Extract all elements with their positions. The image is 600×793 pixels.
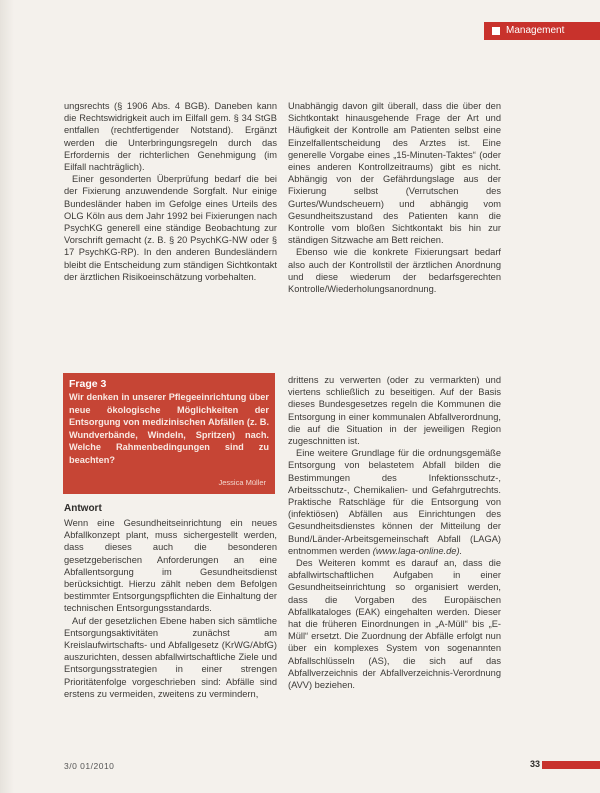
footer-issue: 3/0 01/2010: [64, 761, 115, 771]
question-text: Wir denken in unserer Pflegeeinrichtung über neue ökologische Möglichkeiten der Entsorgung von medizinischen Abfällen (z. B. Wundverbände, Windeln, Spritzen) nach. Welche Rahmenbedingungen sind zu beachten?: [69, 392, 269, 465]
paragraph: Ebenso wie die konkrete Fixierungsart bedarf also auch der Kontrollstil der ärztlichen Anordnung und diese wiederum der bedarfsgerechten Kontrolle/Wiederholungsanordnung.: [288, 247, 501, 295]
laga-link[interactable]: (www.laga-online.de).: [372, 545, 463, 556]
column-right-bottom: [288, 374, 501, 691]
paragraph: Auf der gesetzlichen Ebene haben sich sämtliche Entsorgungsaktivitäten zunächst am Kreislaufwirtschafts- und Abfallgesetz (KrWG/AbfG) auszurichten, dessen abfallwirtschaftliche Ziele und Entsorgungsstrategien in einer strengen Prioritätenfolge vorgeschrieben sind: Abfälle sind erstens zu vermeiden, zweitens zu vermindern,: [64, 615, 277, 699]
section-square-icon: [492, 27, 500, 35]
column-left-top: [64, 100, 277, 283]
page-edge: [0, 0, 14, 793]
paragraph: drittens zu verwerten (oder zu vermarkten) und viertens schließlich zu beseitigen. Auf der Basis dieses Bundesgesetzes regeln die Kommunen die Entsorgung in einer kommunalen Abfallverordnung, die auf die Situation in der jeweiligen Region zugeschnitten ist.: [288, 375, 501, 447]
section-tab: [484, 22, 600, 40]
question-author: Jessica Müller: [218, 478, 266, 487]
page-number: 33: [529, 759, 540, 769]
question-box: [63, 373, 275, 494]
answer-heading: Antwort: [64, 503, 102, 514]
paragraph-laga: [288, 447, 501, 557]
section-label: Management: [506, 25, 565, 36]
footer-bar: [542, 761, 600, 769]
paragraph: Wenn eine Gesundheitseinrichtung ein neues Abfallkonzept plant, muss sichergestellt werden, dass dieses auch die besonderen gesetzgeberischen Anforderungen an eine Abfallentsorgung im Gesundheitsdienst berücksichtigt. Hierzu zählt neben dem Befolgen bestimmter Entsorgungspflichten die Einhaltung der technischen Entsorgungsstandards.: [64, 518, 277, 614]
paragraph: ungsrechts (§ 1906 Abs. 4 BGB). Daneben kann die Rechtswidrigkeit auch im Eilfall gem. § 34 StGB entfallen (rechtfertigender Notstand). Ergänzt werden die Unterbringungsregeln durch das Erfordernis der richterlichen Genehmigung (im Eilfall nachträglich).: [64, 101, 277, 173]
paragraph-text: Eine weitere Grundlage für die ordnungsgemäße Entsorgung von belastetem Abfall bilden die Bestimmungen des Infektionsschutz-, Arbeitsschutz-, Chemikalien- und Gefahrgutrechts. Praktische Ratschläge für die Entsorgung von (infektiösen) Abfällen aus Einrichtungen des Gesundheitsdienstes können der Mitteilung der Bund/Länder-Arbeitsgemeinschaft Abfall (LAGA) entnommen werden: [288, 448, 501, 556]
question-title: Frage 3: [69, 378, 107, 390]
paragraph: Einer gesonderten Überprüfung bedarf die bei der Fixierung anzuwendende Sorgfalt. Nur einige Bundesländer haben im Gefolge eines Urteils des OLG Köln aus dem Jahr 1992 bei Fixierungen nach PsychKG generell eine ständige Beobachtung zur Vorschrift gemacht (z. B. § 20 PsychKG-NW oder § 17 PsychKG-RP). In den anderen Bundesländern bleibt die Entscheidung zum ständigen Sichtkontakt der ärztlichen Risikoeinschätzung vorbehalten.: [64, 174, 277, 282]
paragraph: Unabhängig davon gilt überall, dass die über den Sichtkontakt hinausgehende Frage der Art und Häufigkeit der Kontrolle am Patienten selbst eine Einzelfallentscheidung des Arztes ist. Eine generelle Vorgabe eines „15-Minuten-Taktes“ (oder eines anderen Kontrollzeitraums) gibt es nicht. Abhängig von der Gefährdungslage aus der Fixierung selbst (Verrutschen des Gurtes/Wundscheuern) und abhängig vom Gesundheitszustand des Patienten kann die Kontrolle vom bloßen Sichtkontakt bis hin zur ständigen Sitzwache am Bett reichen.: [288, 101, 501, 246]
column-left-bottom: [64, 517, 277, 700]
column-right-top: [288, 100, 501, 295]
paragraph: Des Weiteren kommt es darauf an, dass die abfallwirtschaftlichen Aufgaben in einer Gesundheitseinrichtung so organisiert werden, dass die Vorgaben des Europäischen Abfallkataloges (EAK) eingehalten werden. Dieser hat die früheren Einordnungen in „A-Müll“ bis „E-Müll“ ersetzt. Die Zuordnung der Abfälle erfolgt nun über ein komplexes System von sogenannten Abfallschlüsseln (AS), die sich auf das Abfallverzeichnis der Abfallverzeichnis-Verordnung (AVV) beziehen.: [288, 558, 501, 691]
